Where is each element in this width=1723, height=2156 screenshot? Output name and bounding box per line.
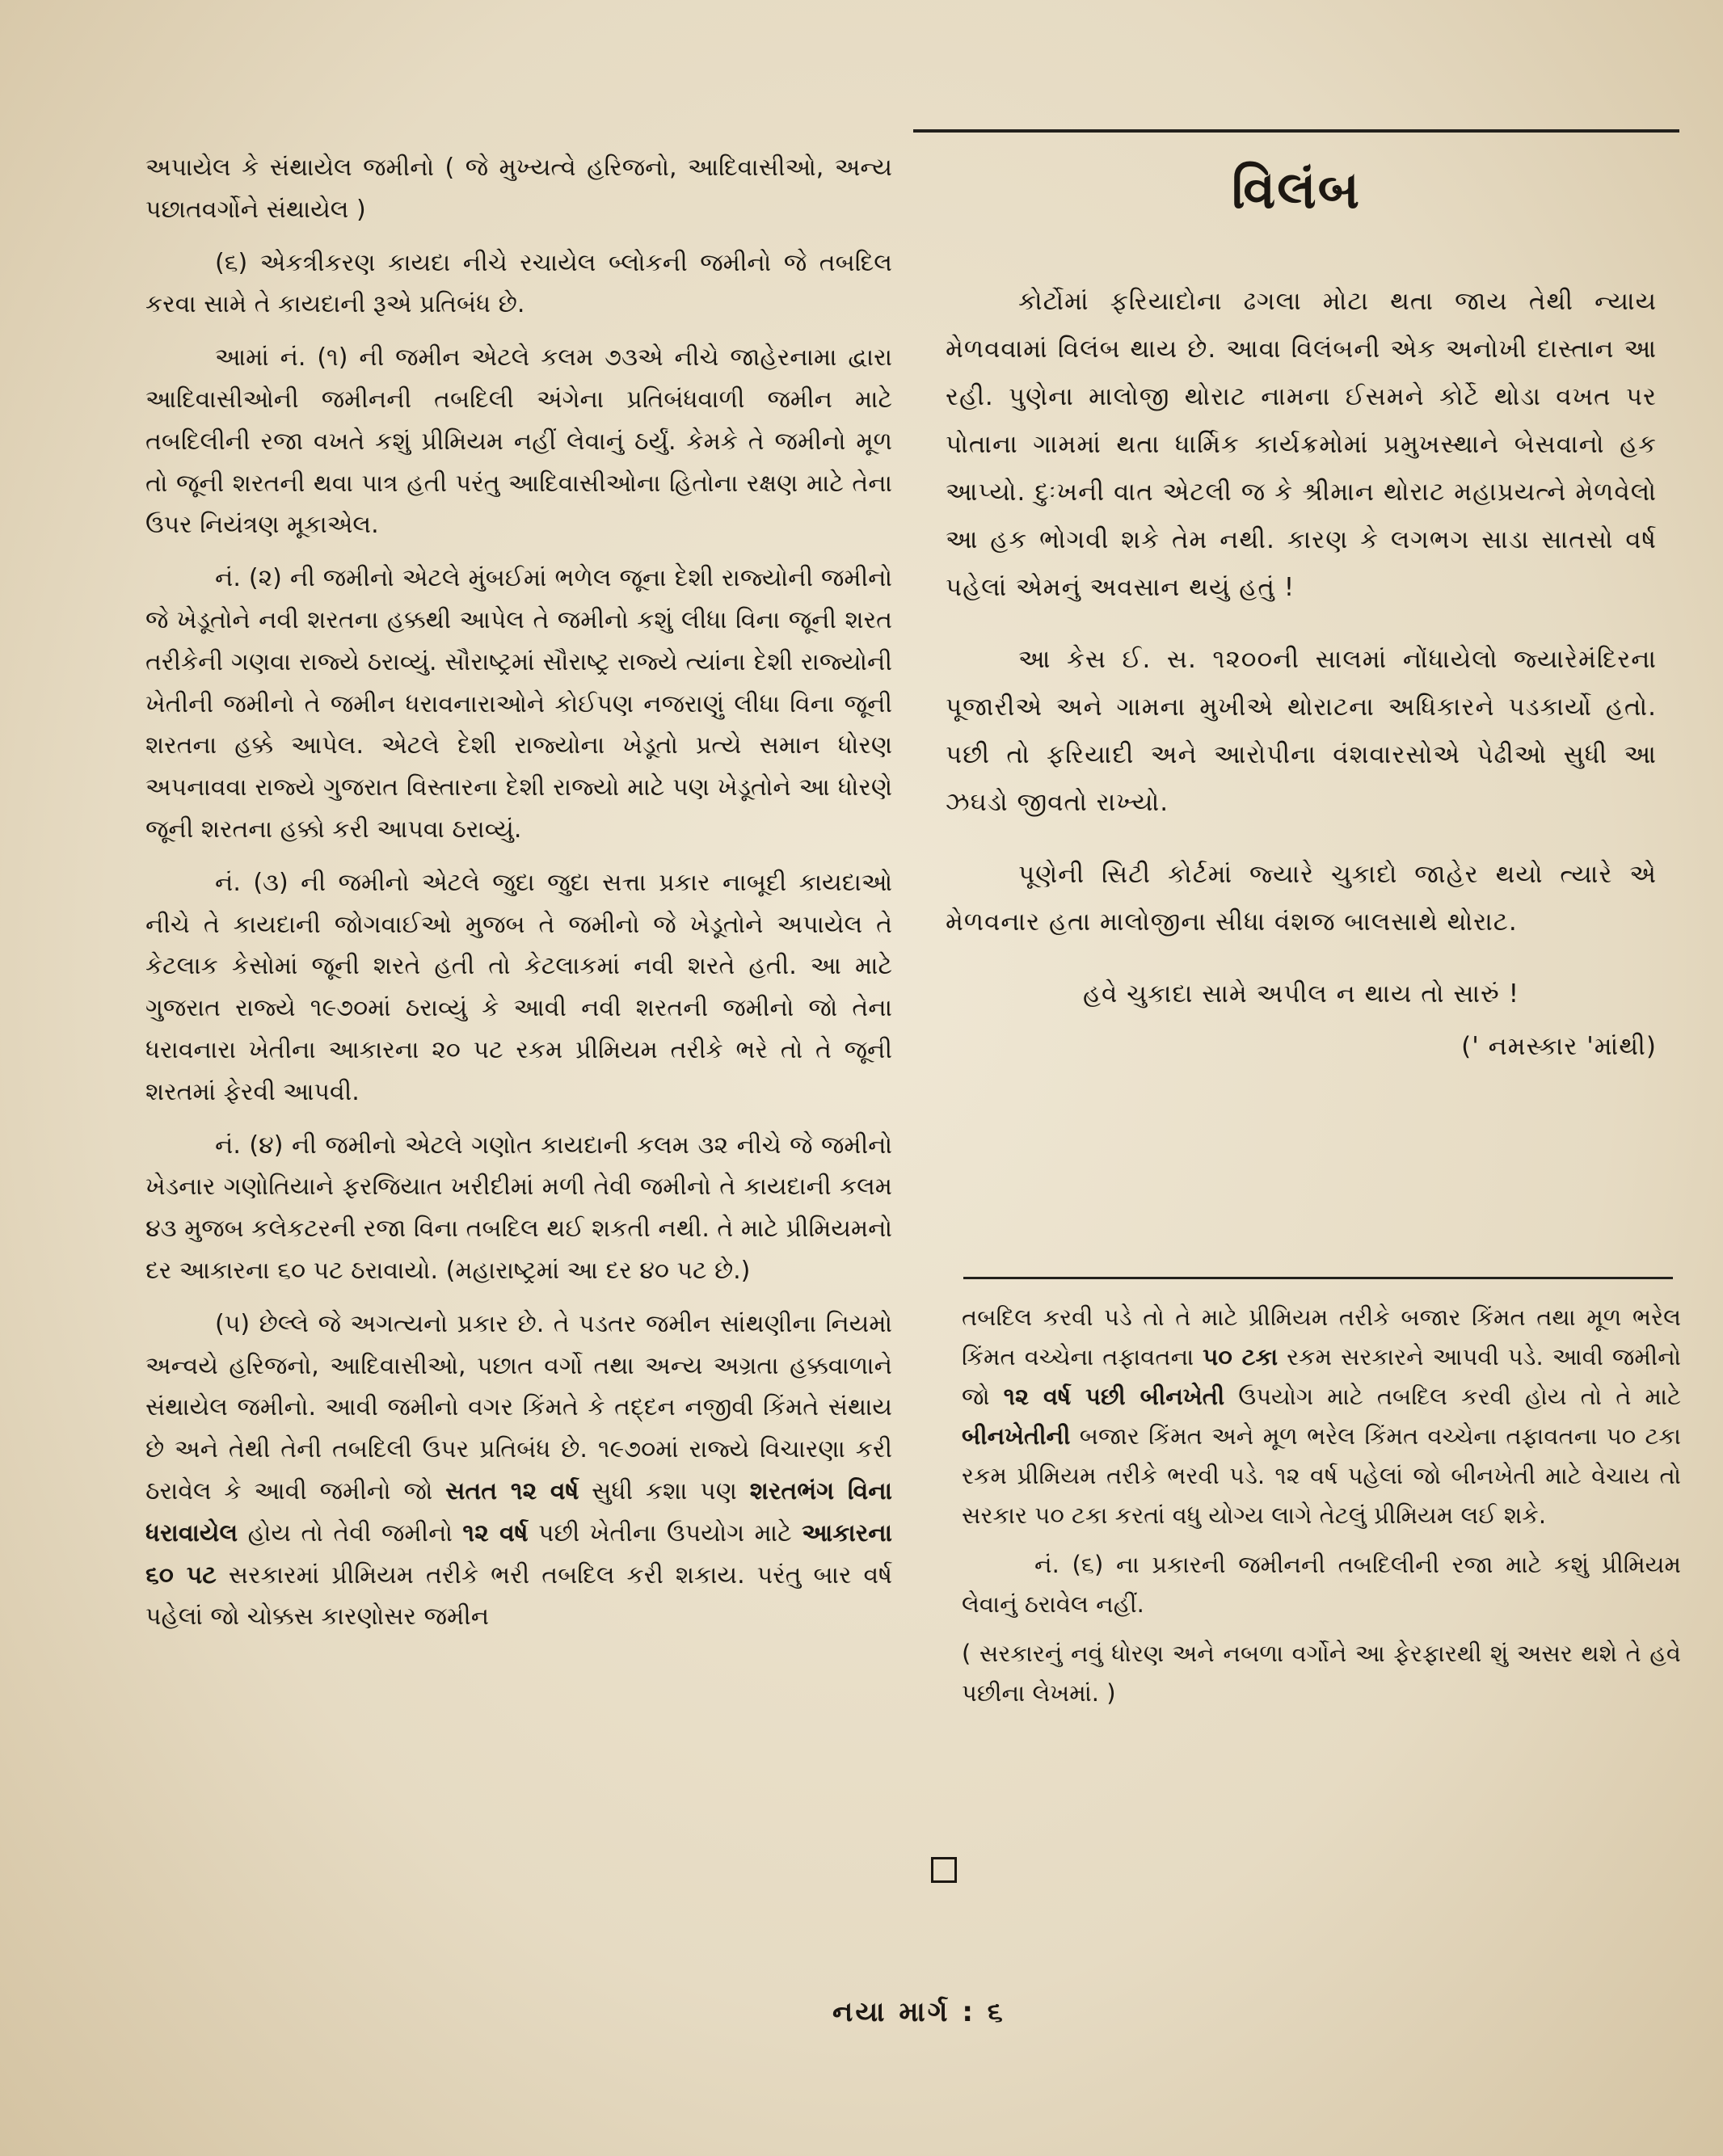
text-run: તબદિલ કરવી પડે તો તે માટે પ્રીમિયમ તરીકે બજાર કિંમત તથા મૂળ ભરેલ કિંમત વચ્ચેના તફાવતના: [962, 1303, 1681, 1371]
text-run: ઉપયોગ માટે તબદિલ કરવી હોય તો તે માટે: [1224, 1383, 1681, 1410]
section-rule: [963, 1277, 1673, 1279]
article-paragraph: કોર્ટોમાં ફરિયાદોના ઢગલા મોટા થતા જાય તેથી ન્યાય મેળવવામાં વિલંબ થાય છે. આવા વિલંબની એક અનોખી દાસ્તાન આ રહી. પુણેના માલોજી થોરાટ નામના ઈસમને કોર્ટે થોડા વખત પર પોતાના ગામમાં થતા ધાર્મિક કાર્યક્રમોમાં પ્રમુખસ્થાને બેસવાનો હક આપ્યો. દુઃખની વાત એટલી જ કે શ્રીમાન થોરાટ મહાપ્રયત્ને મેળવેલો આ હક ભોગવી શકે તેમ નથી. કારણ કે લગભગ સાડા સાતસો વર્ષ પહેલાં એમનું અવસાન થયું હતું !: [946, 287, 1657, 602]
article-source: (' નમસ્કાર 'માંથી): [1461, 1032, 1657, 1061]
text-run: (૫) છેલ્લે જે અગત્યનો પ્રકાર છે. તે પડતર જમીન સાંથણીના નિયમો અન્વયે હરિજનો, આદિવાસીઓ, પછાત વર્ગો તથા અન્ય અગ્રતા હક્કવાળાને સંથાયેલ જમીનો. આવી જમીનો વગર કિંમતે કે તદ્દન નજીવી કિંમતે સંથાય છે અને તેથી તેની તબદિલી ઉપર પ્રતિબંધ છે. ૧૯૭૦માં રાજ્યે વિચારણા કરી ઠરાવેલ કે આવી જમીનો જો: [145, 1309, 892, 1505]
bold-text: બીનખેતીની: [962, 1422, 1071, 1450]
paragraph: અપાયેલ કે સંથાયેલ જમીનો ( જે મુખ્યત્વે હરિજનો, આદિવાસીઓ, અન્ય પછાતવર્ગોને સંથાયેલ ): [145, 154, 892, 224]
continuation-note: ( સરકારનું નવું ધોરણ અને નબળા વર્ગોને આ ફેરફારથી શું અસર થશે તે હવે પછીના લેખમાં. ): [962, 1640, 1681, 1707]
article-paragraph: આ કેસ ઈ. સ. ૧૨૦૦ની સાલમાં નોંધાયેલો જ્યારેમંદિરના પૂજારીએ અને ગામના મુખીએ થોરાટના અધિકારને પડકાર્યો હતો. પછી તો ફરિયાદી અને આરોપીના વંશવારસોએ પેઢીઓ સુધી આ ઝઘડો જીવતો રાખ્યો.: [946, 645, 1657, 817]
top-rule: [913, 129, 1679, 133]
end-mark-square: [931, 1857, 957, 1883]
article-paragraph: પૂણેની સિટી કોર્ટમાં જ્યારે ચુકાદો જાહેર થયો ત્યારે એ મેળવનાર હતા માલોજીના સીધા વંશજ બાલસાથે થોરાટ.: [946, 860, 1657, 937]
article-closing: હવે ચુકાદા સામે અપીલ ન થાય તો સારું !: [1082, 979, 1520, 1009]
paragraph: નં. (૪) ની જમીનો એટલે ગણોત કાયદાની કલમ ૩૨ નીચે જે જમીનો ખેડનાર ગણોતિયાને ફરજિયાત ખરીદીમાં મળી તેવી જમીનો તે કાયદાની કલમ ૪૩ મુજબ કલેકટરની રજા વિના તબદિલ થઈ શકતી નથી. તે માટે પ્રીમિયમનો દર આકારના ૬૦ પટ ઠરાવાયો. (મહારાષ્ટ્રમાં આ દર ૪૦ પટ છે.): [145, 1131, 892, 1285]
text-run: હોય તો તેવી જમીનો: [238, 1518, 463, 1548]
continuation-paragraph: નં. (૬) ના પ્રકારની જમીનની તબદિલીની રજા માટે કશું પ્રીમિયમ લેવાનું ઠરાવેલ નહીં.: [962, 1551, 1681, 1618]
article-title: વિલંબ: [1231, 161, 1362, 221]
bold-text: શરતભંગ વિના ધરાવાયેલ: [145, 1476, 892, 1548]
text-run: બજાર કિંમત અને મૂળ ભરેલ કિંમત વચ્ચેના તફાવતના ૫૦ ટકા રકમ પ્રીમિયમ તરીકે ભરવી પડે. ૧૨ વર્ષ પહેલાં જો બીનખેતી માટે વેચાય તો સરકાર ૫૦ ટકા કરતાં વધુ યોગ્ય લાગે તેટલું પ્રીમિયમ લઈ શકે.: [962, 1422, 1681, 1529]
paragraph: આમાં નં. (૧) ની જમીન એટલે કલમ ૭૩એ નીચે જાહેરનામા દ્વારા આદિવાસીઓની જમીનની તબદિલી અંગેના પ્રતિબંધવાળી જમીન માટે તબદિલીની રજા વખતે કશું પ્રીમિયમ નહીં લેવાનું ઠર્યું. કેમકે તે જમીનો મૂળ તો જૂની શરતની થવા પાત્ર હતી પરંતુ આદિવાસીઓના હિતોના રક્ષણ માટે તેના ઉપર નિયંત્રણ મૂકાએલ.: [145, 343, 892, 540]
text-run: સરકારમાં પ્રીમિયમ તરીકે ભરી તબદિલ કરી શકાય. પરંતુ બાર વર્ષ પહેલાં જો ચોક્કસ કારણોસર જમીન: [145, 1560, 892, 1632]
paragraph: નં. (૨) ની જમીનો એટલે મુંબઈમાં ભળેલ જૂના દેશી રાજ્યોની જમીનો જે ખેડૂતોને નવી શરતના હક્કથી આપેલ તે જમીનો કશું લીધા વિના જૂની શરત તરીકેની ગણવા રાજ્યે ઠરાવ્યું. સૌરાષ્ટ્રમાં સૌરાષ્ટ્ર રાજ્યે ત્યાંના દેશી રાજ્યોની ખેતીની જમીનો તે જમીન ધરાવનારાઓને કોઈપણ નજરાણું લીધા વિના જૂની શરતના હક્કે આપેલ. એટલે દેશી રાજ્યોના ખેડૂતો પ્રત્યે સમાન ધોરણ અપનાવવા રાજ્યે ગુજરાત વિસ્તારના દેશી રાજ્યો માટે પણ ખેડૂતોને આ ધોરણે જૂની શરતના હક્કો કરી આપવા ઠરાવ્યું.: [145, 564, 892, 844]
continuation-column: [962, 1298, 1681, 1723]
page-footer: નયા માર્ગ : ૬: [832, 1996, 1005, 2028]
bold-text: ૫૦ ટકા: [1203, 1343, 1279, 1371]
paragraph: નં. (૩) ની જમીનો એટલે જુદા જુદા સત્તા પ્રકાર નાબૂદી કાયદાઓ નીચે તે કાયદાની જોગવાઈઓ મુજબ તે જમીનો જે ખેડૂતોને અપાયેલ તે કેટલાક કેસોમાં જૂની શરતે હતી તો કેટલાકમાં નવી શરતે હતી. આ માટે ગુજરાત રાજ્યે ૧૯૭૦માં ઠરાવ્યું કે આવી નવી શરતની જમીનો જો તેના ધરાવનારા ખેતીના આકારના ૨૦ પટ રકમ પ્રીમિયમ તરીકે ભરે તો તે જૂની શરતમાં ફેરવી આપવી.: [145, 868, 892, 1106]
text-run: સુધી કશા પણ: [579, 1476, 750, 1505]
bold-text: ૧૨ વર્ષ: [462, 1518, 529, 1548]
text-run: પછી ખેતીના ઉપયોગ માટે: [528, 1518, 803, 1548]
bold-text: ૧૨ વર્ષ પછી બીનખેતી: [1003, 1383, 1225, 1410]
continuation-paragraph: [962, 1298, 1681, 1535]
bold-text: આકારના ૬૦ પટ: [145, 1518, 892, 1590]
paragraph-last: [145, 1303, 892, 1638]
article-body: [946, 278, 1657, 1071]
bold-text: સતત ૧૨ વર્ષ: [445, 1476, 579, 1505]
text-run: રકમ સરકારને આપવી પડે. આવી જમીનો જો: [962, 1343, 1681, 1410]
paragraph: (૬) એકત્રીકરણ કાયદા નીચે રચાયેલ બ્લોકની જમીનો જે તબદિલ કરવા સામે તે કાયદાની રૂએ પ્રતિબંધ છે.: [145, 248, 892, 319]
left-column: [145, 147, 892, 1649]
